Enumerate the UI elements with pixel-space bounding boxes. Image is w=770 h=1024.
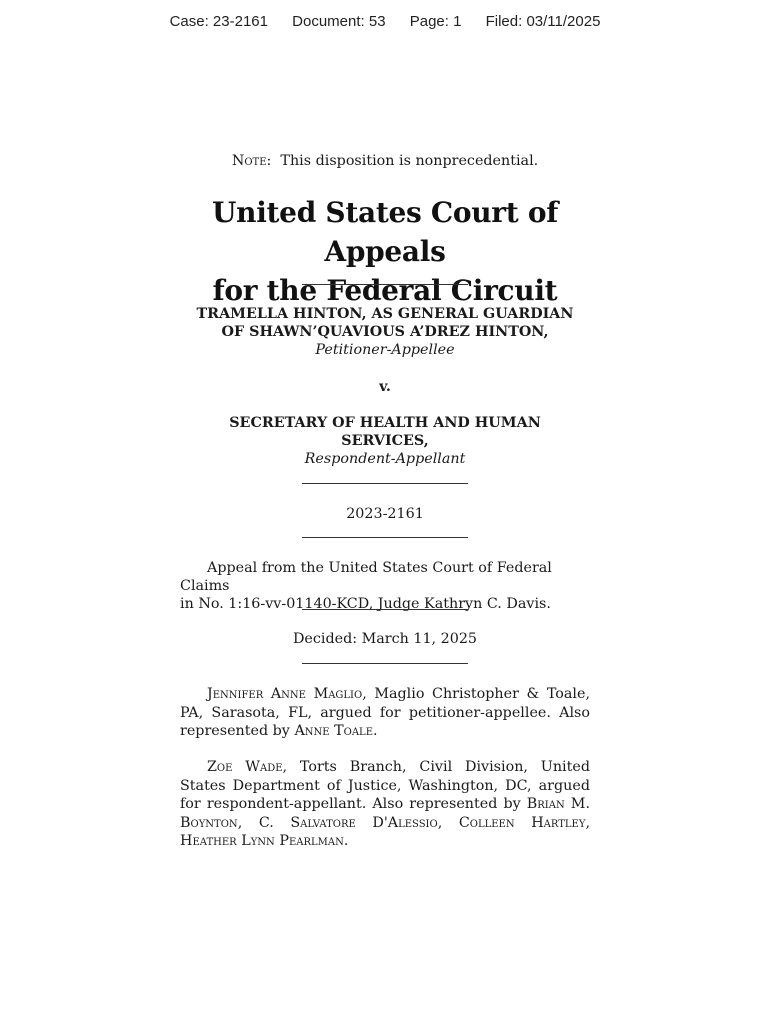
filed-date: Filed: 03/11/2025 (485, 13, 601, 30)
attorney-name: Heather Lynn Pearlman (180, 833, 344, 849)
attorney-name: Zoe Wade (207, 759, 283, 775)
punctuation: . (373, 723, 378, 739)
document-number: Document: 53 (292, 13, 386, 30)
attorney-name: Jennifer Anne Maglio (207, 686, 363, 702)
petitioner-block (180, 305, 590, 359)
divider (302, 663, 468, 664)
divider (302, 284, 468, 285)
court-title-line2: for the Federal Circuit (212, 274, 558, 307)
appeal-statement (180, 559, 590, 613)
counsel-text: , Torts Branch, Civil Division, United States Department of Justice, Washington, DC, argued for respondent-appellant. Also represented by (180, 759, 590, 812)
petitioner-name-line2: OF SHAWN’QUAVIOUS A’DREZ HINTON, (221, 324, 549, 340)
divider (302, 483, 468, 484)
punctuation: . (343, 833, 349, 849)
versus: v. (379, 379, 391, 395)
note-text: This disposition is nonprecedential. (280, 153, 539, 169)
counsel-petitioner (180, 685, 590, 741)
divider (302, 537, 468, 538)
respondent-name-line2: SERVICES, (341, 433, 429, 449)
appeal-line1: Appeal from the United States Court of Federal Claims (180, 560, 552, 594)
respondent-block (180, 414, 590, 468)
attorney-name: Brian M. Boynton (180, 796, 590, 831)
divider (302, 609, 468, 610)
page-number: Page: 1 (409, 13, 462, 30)
appeal-line2: in No. 1:16-vv-01140-KCD, Judge Kathryn C. Davis. (180, 596, 551, 612)
attorney-name: C. Salvatore D'Alessio (258, 814, 438, 831)
punctuation: , (585, 814, 591, 831)
attorney-name: Colleen Hartley (458, 814, 586, 831)
respondent-name-line1: SECRETARY OF HEALTH AND HUMAN (229, 415, 541, 431)
court-title-line1: United States Court of Appeals (212, 196, 558, 268)
case-number: Case: 23-2161 (169, 13, 268, 30)
respondent-role: Respondent-Appellant (304, 451, 466, 467)
petitioner-role: Petitioner-Appellee (315, 342, 455, 358)
attorney-name: Anne Toale (294, 723, 374, 739)
decided-date: Decided: March 11, 2025 (292, 631, 478, 647)
disposition-note (180, 153, 590, 169)
punctuation: , (437, 814, 459, 831)
petitioner-name-line1: TRAMELLA HINTON, AS GENERAL GUARDIAN (196, 306, 574, 322)
court-title (180, 193, 590, 310)
page-header (0, 13, 770, 30)
punctuation: , (237, 814, 259, 831)
docket-number: 2023-2161 (346, 506, 424, 522)
counsel-respondent (180, 758, 590, 851)
note-label: Note: (231, 153, 272, 169)
counsel-text: , Maglio Christopher & Toale, PA, Sarasota, FL, argued for petitioner-appellee. Also represented by (180, 686, 590, 739)
